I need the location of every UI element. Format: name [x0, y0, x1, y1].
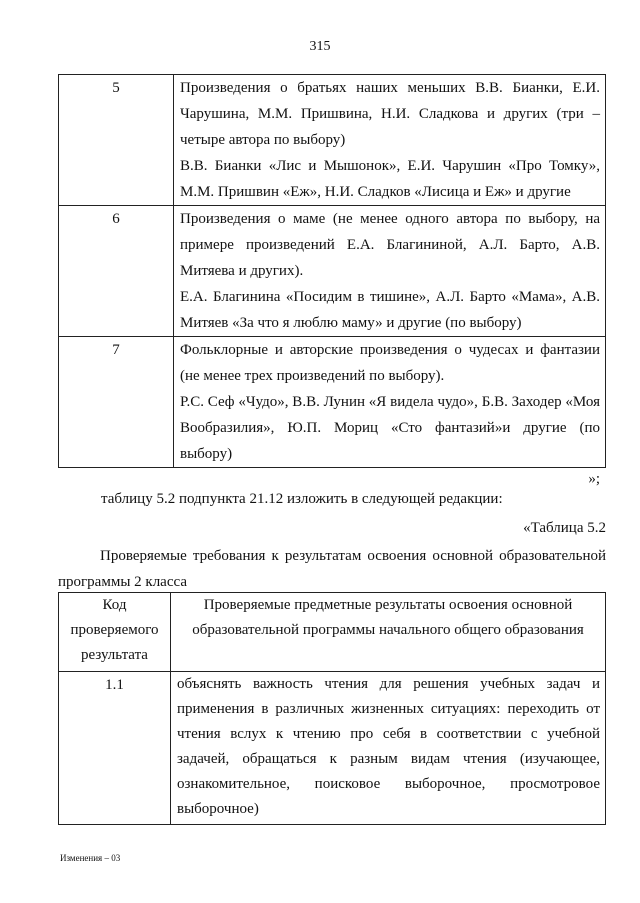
row-paragraph: Е.А. Благинина «Посидим в тишине», А.Л. Барто «Мама», А.В. Митяев «За что я люблю маму» и другие (по выбору)	[180, 289, 600, 331]
page-number: 315	[309, 39, 331, 54]
row-paragraph: Произведения о братьях наших меньших В.В. Бианки, Е.И. Чарушина, М.М. Пришвина, Н.И. Сладкова и других (три – четыре автора по выбору)	[180, 80, 600, 148]
amendment-instruction: таблицу 5.2 подпункта 21.12 изложить в следующей редакции:	[101, 491, 503, 507]
table-row	[59, 672, 606, 825]
table-row	[59, 206, 606, 337]
header-results: Проверяемые предметные результаты освоения основной образовательной программы начального общего образования	[171, 593, 606, 672]
row-paragraph: В.В. Бианки «Лис и Мышонок», Е.И. Чарушин «Про Томку», М.М. Пришвин «Еж», Н.И. Сладков «Лисица и Еж» и другие	[180, 158, 600, 200]
table-row	[59, 337, 606, 468]
row-paragraph: Произведения о маме (не менее одного автора по выбору, на примере произведений Е.А. Благининой, А.Л. Барто, А.В. Митяева и других).	[180, 211, 600, 279]
literature-table	[58, 74, 606, 468]
table-header-row	[59, 593, 606, 672]
requirements-table	[58, 592, 606, 825]
table-row	[59, 75, 606, 206]
requirements-title: Проверяемые требования к результатам освоения основной образовательной программы 2 класса	[58, 548, 606, 590]
result-text: объяснять важность чтения для решения учебных задач и применения в различных жизненных ситуациях: переходить от чтения вслух к чтению про себя в соответствии с учебной задачей, обращаться к разным видам чтения (изучающее, ознакомительное, поисковое выборочное, просмотровое выборочное)	[171, 672, 606, 825]
row-number: 5	[59, 75, 174, 206]
row-number: 6	[59, 206, 174, 337]
result-code: 1.1	[59, 672, 171, 825]
closing-quote-marks: »;	[588, 471, 600, 487]
row-paragraph: Фольклорные и авторские произведения о чудесах и фантазии (не менее трех произведений по выбору).	[180, 342, 600, 384]
row-number: 7	[59, 337, 174, 468]
row-content	[174, 75, 606, 206]
row-content	[174, 206, 606, 337]
footer-changes-note: Изменения – 03	[60, 853, 121, 863]
row-paragraph: Р.С. Сеф «Чудо», В.В. Лунин «Я видела чудо», Б.В. Заходер «Моя Вообразилия», Ю.П. Мориц «Сто фантазий»и другие (по выбору)	[180, 394, 600, 462]
table-caption: «Таблица 5.2	[523, 520, 606, 536]
header-code: Код проверяемого результата	[59, 593, 171, 672]
row-content	[174, 337, 606, 468]
